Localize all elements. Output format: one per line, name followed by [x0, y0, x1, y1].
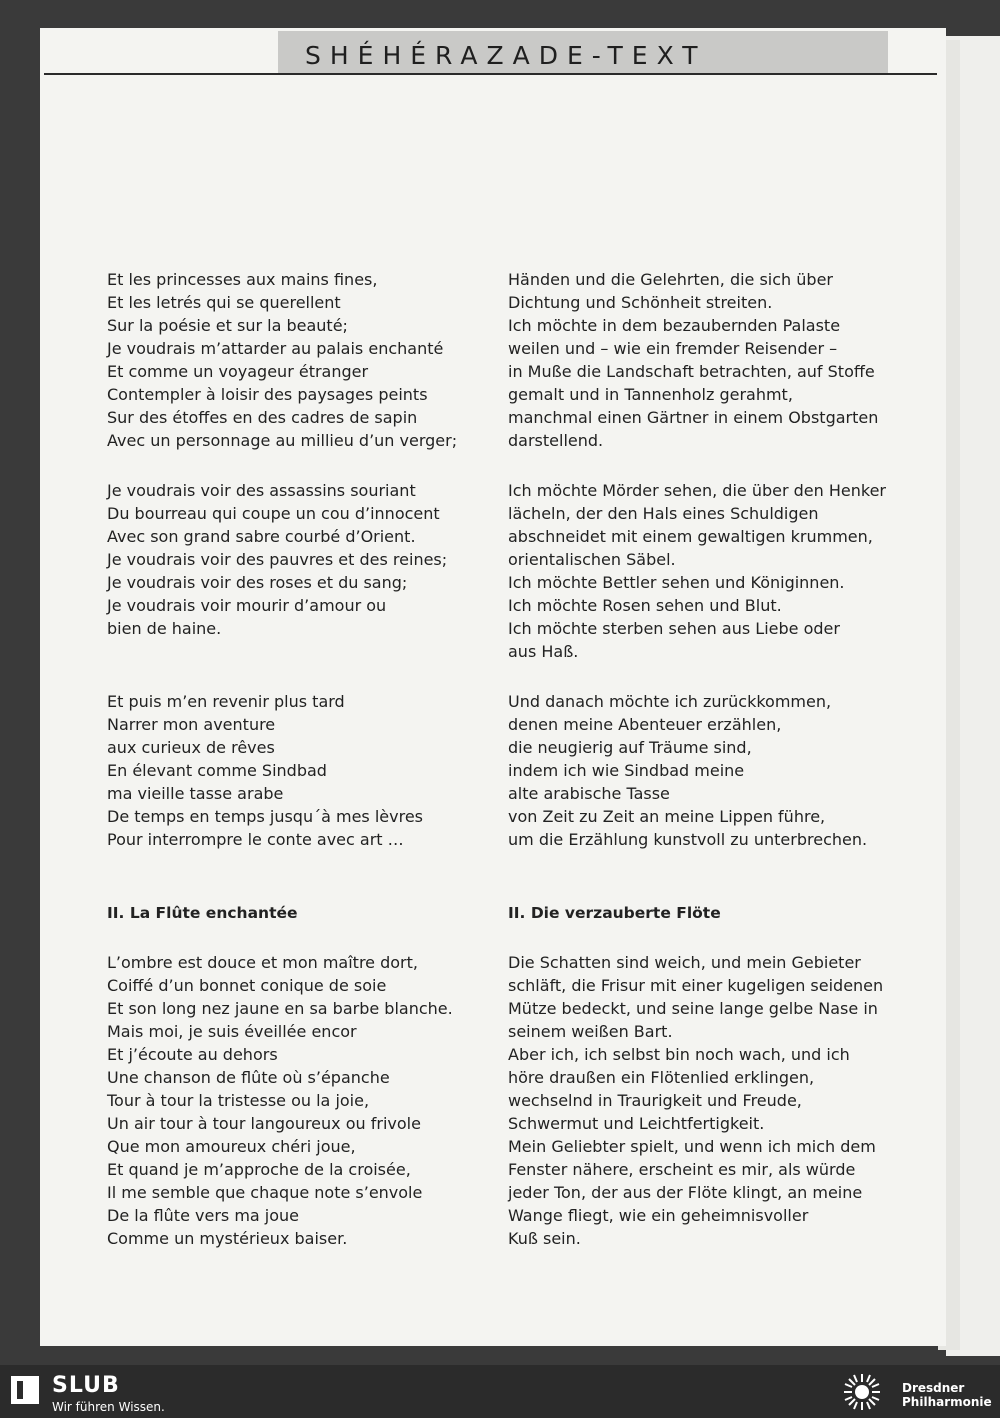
header-rule — [44, 73, 937, 75]
poem-line: Je voudrais voir des roses et du sang; — [107, 573, 408, 592]
poem-line: Une chanson de flûte où s’épanche — [107, 1068, 390, 1087]
poem-line: Et j’écoute au dehors — [107, 1045, 278, 1064]
poem-line: Je voudrais m’attarder au palais enchanté — [107, 339, 444, 358]
german-stanza-4 — [508, 951, 883, 1250]
poem-line: alte arabische Tasse — [508, 784, 670, 803]
poem-line: Dichtung und Schönheit streiten. — [508, 293, 773, 312]
poem-line: Et comme un voyageur étranger — [107, 362, 369, 381]
poem-line: in Muße die Landschaft betrachten, auf Stoffe — [508, 362, 875, 381]
poem-line: Ich möchte in dem bezaubernden Palaste — [508, 316, 841, 335]
poem-line: lächeln, der den Hals eines Schuldigen — [508, 504, 819, 523]
french-stanza-3 — [107, 690, 423, 851]
poem-line: Et les princesses aux mains fines, — [107, 270, 378, 289]
poem-line: von Zeit zu Zeit an meine Lippen führe, — [508, 807, 826, 826]
german-section-title: II. Die verzauberte Flöte — [508, 904, 721, 922]
poem-line: indem ich wie Sindbad meine — [508, 761, 745, 780]
poem-line: Et son long nez jaune en sa barbe blanche. — [107, 999, 453, 1018]
poem-line: Mais moi, je suis éveillée encor — [107, 1022, 357, 1041]
poem-line: Et quand je m’approche de la croisée, — [107, 1160, 411, 1179]
poem-line: Il me semble que chaque note s’envole — [107, 1183, 423, 1202]
poem-line: Du bourreau qui coupe un cou d’innocent — [107, 504, 440, 523]
poem-line: Mein Geliebter spielt, und wenn ich mich dem — [508, 1137, 876, 1156]
poem-line: jeder Ton, der aus der Flöte klingt, an meine — [508, 1183, 863, 1202]
poem-line: Fenster nähere, erscheint es mir, als würde — [508, 1160, 856, 1179]
poem-line: De temps en temps jusqu´à mes lèvres — [107, 807, 424, 826]
poem-line: Ich möchte sterben sehen aus Liebe oder — [508, 619, 840, 638]
poem-line: Und danach möchte ich zurückkommen, — [508, 692, 832, 711]
poem-line: Wange fliegt, wie ein geheimnisvoller — [508, 1206, 809, 1225]
poem-line: Et les letrés qui se querellent — [107, 293, 341, 312]
poem-line: Ich möchte Rosen sehen und Blut. — [508, 596, 782, 615]
poem-line: De la flûte vers ma joue — [107, 1206, 300, 1225]
page-title: SHÉHÉRAZADE-TEXT — [305, 41, 707, 70]
poem-line: Sur la poésie et sur la beauté; — [107, 316, 348, 335]
french-section-title: II. La Flûte enchantée — [107, 904, 298, 922]
german-stanza-3 — [508, 690, 867, 851]
poem-line: Kuß sein. — [508, 1229, 581, 1248]
poem-line: Contempler à loisir des paysages peints — [107, 385, 428, 404]
poem-line: darstellend. — [508, 431, 604, 450]
library-name: SLUB — [52, 1373, 120, 1398]
poem-line: Ich möchte Mörder sehen, die über den Henker — [508, 481, 886, 500]
partner-name — [902, 1381, 992, 1409]
poem-line: Comme un mystérieux baiser. — [107, 1229, 348, 1248]
poem-line: L’ombre est douce et mon maître dort, — [107, 953, 418, 972]
poem-line: wechselnd in Traurigkeit und Freude, — [508, 1091, 802, 1110]
poem-line: gemalt und in Tannenholz gerahmt, — [508, 385, 793, 404]
partner-name-line2: Philharmonie — [902, 1395, 992, 1409]
poem-line: die neugierig auf Träume sind, — [508, 738, 752, 757]
partner-name-line1: Dresdner — [902, 1381, 965, 1395]
poem-line: Ich möchte Bettler sehen und Königinnen. — [508, 573, 845, 592]
poem-line: bien de haine. — [107, 619, 222, 638]
poem-line: Narrer mon aventure — [107, 715, 276, 734]
poem-line: Avec son grand sabre courbé d’Orient. — [107, 527, 416, 546]
poem-line: Je voudrais voir des pauvres et des reines; — [107, 550, 448, 569]
poem-line: ma vieille tasse arabe — [107, 784, 284, 803]
poem-line: schläft, die Frisur mit einer kugeligen seidenen — [508, 976, 884, 995]
sunburst-logo-icon — [842, 1372, 882, 1412]
poem-line: Schwermut und Leichtfertigkeit. — [508, 1114, 765, 1133]
library-tagline: Wir führen Wissen. — [52, 1400, 165, 1414]
poem-line: abschneidet mit einem gewaltigen krummen, — [508, 527, 873, 546]
poem-line: Coiffé d’un bonnet conique de soie — [107, 976, 387, 995]
poem-line: En élevant comme Sindbad — [107, 761, 327, 780]
french-stanza-4 — [107, 951, 453, 1250]
poem-line: Händen und die Gelehrten, die sich über — [508, 270, 833, 289]
poem-line: Et puis m’en revenir plus tard — [107, 692, 345, 711]
poem-line: aux curieux de rêves — [107, 738, 275, 757]
poem-line: Avec un personnage au millieu d’un verger; — [107, 431, 458, 450]
french-stanza-1 — [107, 268, 457, 452]
poem-line: weilen und – wie ein fremder Reisender – — [508, 339, 838, 358]
poem-line: Je voudrais voir des assassins souriant — [107, 481, 416, 500]
poem-line: manchmal einen Gärtner in einem Obstgarten — [508, 408, 879, 427]
poem-line: Die Schatten sind weich, und mein Gebieter — [508, 953, 861, 972]
poem-line: Sur des étoffes en des cadres de sapin — [107, 408, 418, 427]
poem-line: aus Haß. — [508, 642, 579, 661]
poem-line: Mütze bedeckt, und seine lange gelbe Nase in — [508, 999, 878, 1018]
poem-line: orientalischen Säbel. — [508, 550, 676, 569]
poem-line: seinem weißen Bart. — [508, 1022, 673, 1041]
poem-line: Un air tour à tour langoureux ou frivole — [107, 1114, 421, 1133]
french-stanza-2 — [107, 479, 447, 640]
poem-line: Que mon amoureux chéri joue, — [107, 1137, 356, 1156]
poem-line: Je voudrais voir mourir d’amour ou — [107, 596, 387, 615]
poem-line: denen meine Abenteuer erzählen, — [508, 715, 782, 734]
poem-line: Pour interrompre le conte avec art … — [107, 830, 404, 849]
poem-line: Aber ich, ich selbst bin noch wach, und ich — [508, 1045, 850, 1064]
slub-logo-icon — [10, 1375, 40, 1405]
poem-line: höre draußen ein Flötenlied erklingen, — [508, 1068, 815, 1087]
poem-line: um die Erzählung kunstvoll zu unterbrechen. — [508, 830, 868, 849]
german-stanza-1 — [508, 268, 878, 452]
poem-line: Tour à tour la tristesse ou la joie, — [107, 1091, 370, 1110]
german-stanza-2 — [508, 479, 886, 663]
